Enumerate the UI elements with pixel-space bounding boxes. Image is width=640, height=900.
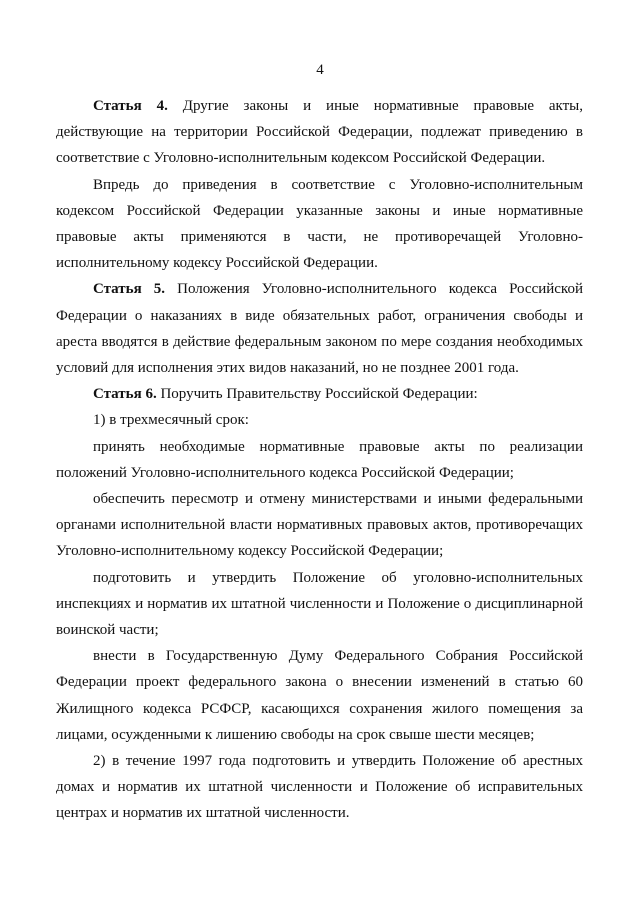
article-5-paragraph <box>56 276 583 381</box>
paragraph-text: Другие законы и иные нормативные правовые акты, действующие на территории Российской Федерации, подлежат приведению в соответствие с Уголовно-исполнительным кодексом Российской Федерации. <box>56 98 583 167</box>
article-heading: Статья 6. <box>93 386 157 403</box>
paragraph <box>56 172 583 277</box>
article-heading: Статья 5. <box>93 281 166 298</box>
article-heading: Статья 4. <box>93 98 168 114</box>
article-4-paragraph <box>56 93 583 172</box>
paragraph-text: Впредь до приведения в соответствие с Уголовно-исполнительным кодексом Российской Федерации указанные законы и иные нормативные правовые акты применяются в части, не противоречащей Уголовно-исполнительному кодексу Российской Федерации. <box>56 176 583 272</box>
list-item <box>56 565 583 644</box>
article-6-paragraph <box>56 381 583 407</box>
paragraph-text: подготовить и утвердить Положение об уголовно-исполнительных инспекциях и норматив их штатной численности и Положение о дисциплинарной воинской части; <box>56 569 583 639</box>
paragraph-text: 2) в течение 1997 года подготовить и утвердить Положение об арестных домах и норматив их штатной численности и Положение об исправительных центрах и норматив их штатной численности. <box>56 753 583 822</box>
paragraph-text: 1) в трехмесячный срок: <box>93 412 249 429</box>
list-item <box>56 407 583 433</box>
paragraph-text: Положения Уголовно-исполнительного кодекса Российской Федерации о наказаниях в виде обязательных работ, ограничения свободы и ареста вводятся в действие федеральным законом по мере создания необходимых условий для исполнения этих видов наказаний, но не позднее 2001 года. <box>56 281 583 377</box>
list-item <box>56 486 583 565</box>
body-text <box>56 93 583 827</box>
list-item <box>56 748 583 827</box>
list-item <box>56 434 583 486</box>
list-item <box>56 643 583 748</box>
paragraph-text: внести в Государственную Думу Федерального Собрания Российской Федерации проект федерального закона о внесении изменений в статью 60 Жилищного кодекса РСФСР, касающихся сохранения жилого помещения за лицами, осужденными к лишению свободы на срок свыше шести месяцев; <box>56 648 583 743</box>
paragraph-text: Поручить Правительству Российской Федерации: <box>156 386 478 403</box>
paragraph-text: обеспечить пересмотр и отмену министерствами и иными федеральными органами исполнительной власти нормативных правовых актов, противоречащих Уголовно-исполнительному кодексу Российской Федерации; <box>56 491 583 560</box>
page-number: 4 <box>316 62 324 78</box>
paragraph-text: принять необходимые нормативные правовые акты по реализации положений Уголовно-исполнительного кодекса Российской Федерации; <box>56 438 583 481</box>
